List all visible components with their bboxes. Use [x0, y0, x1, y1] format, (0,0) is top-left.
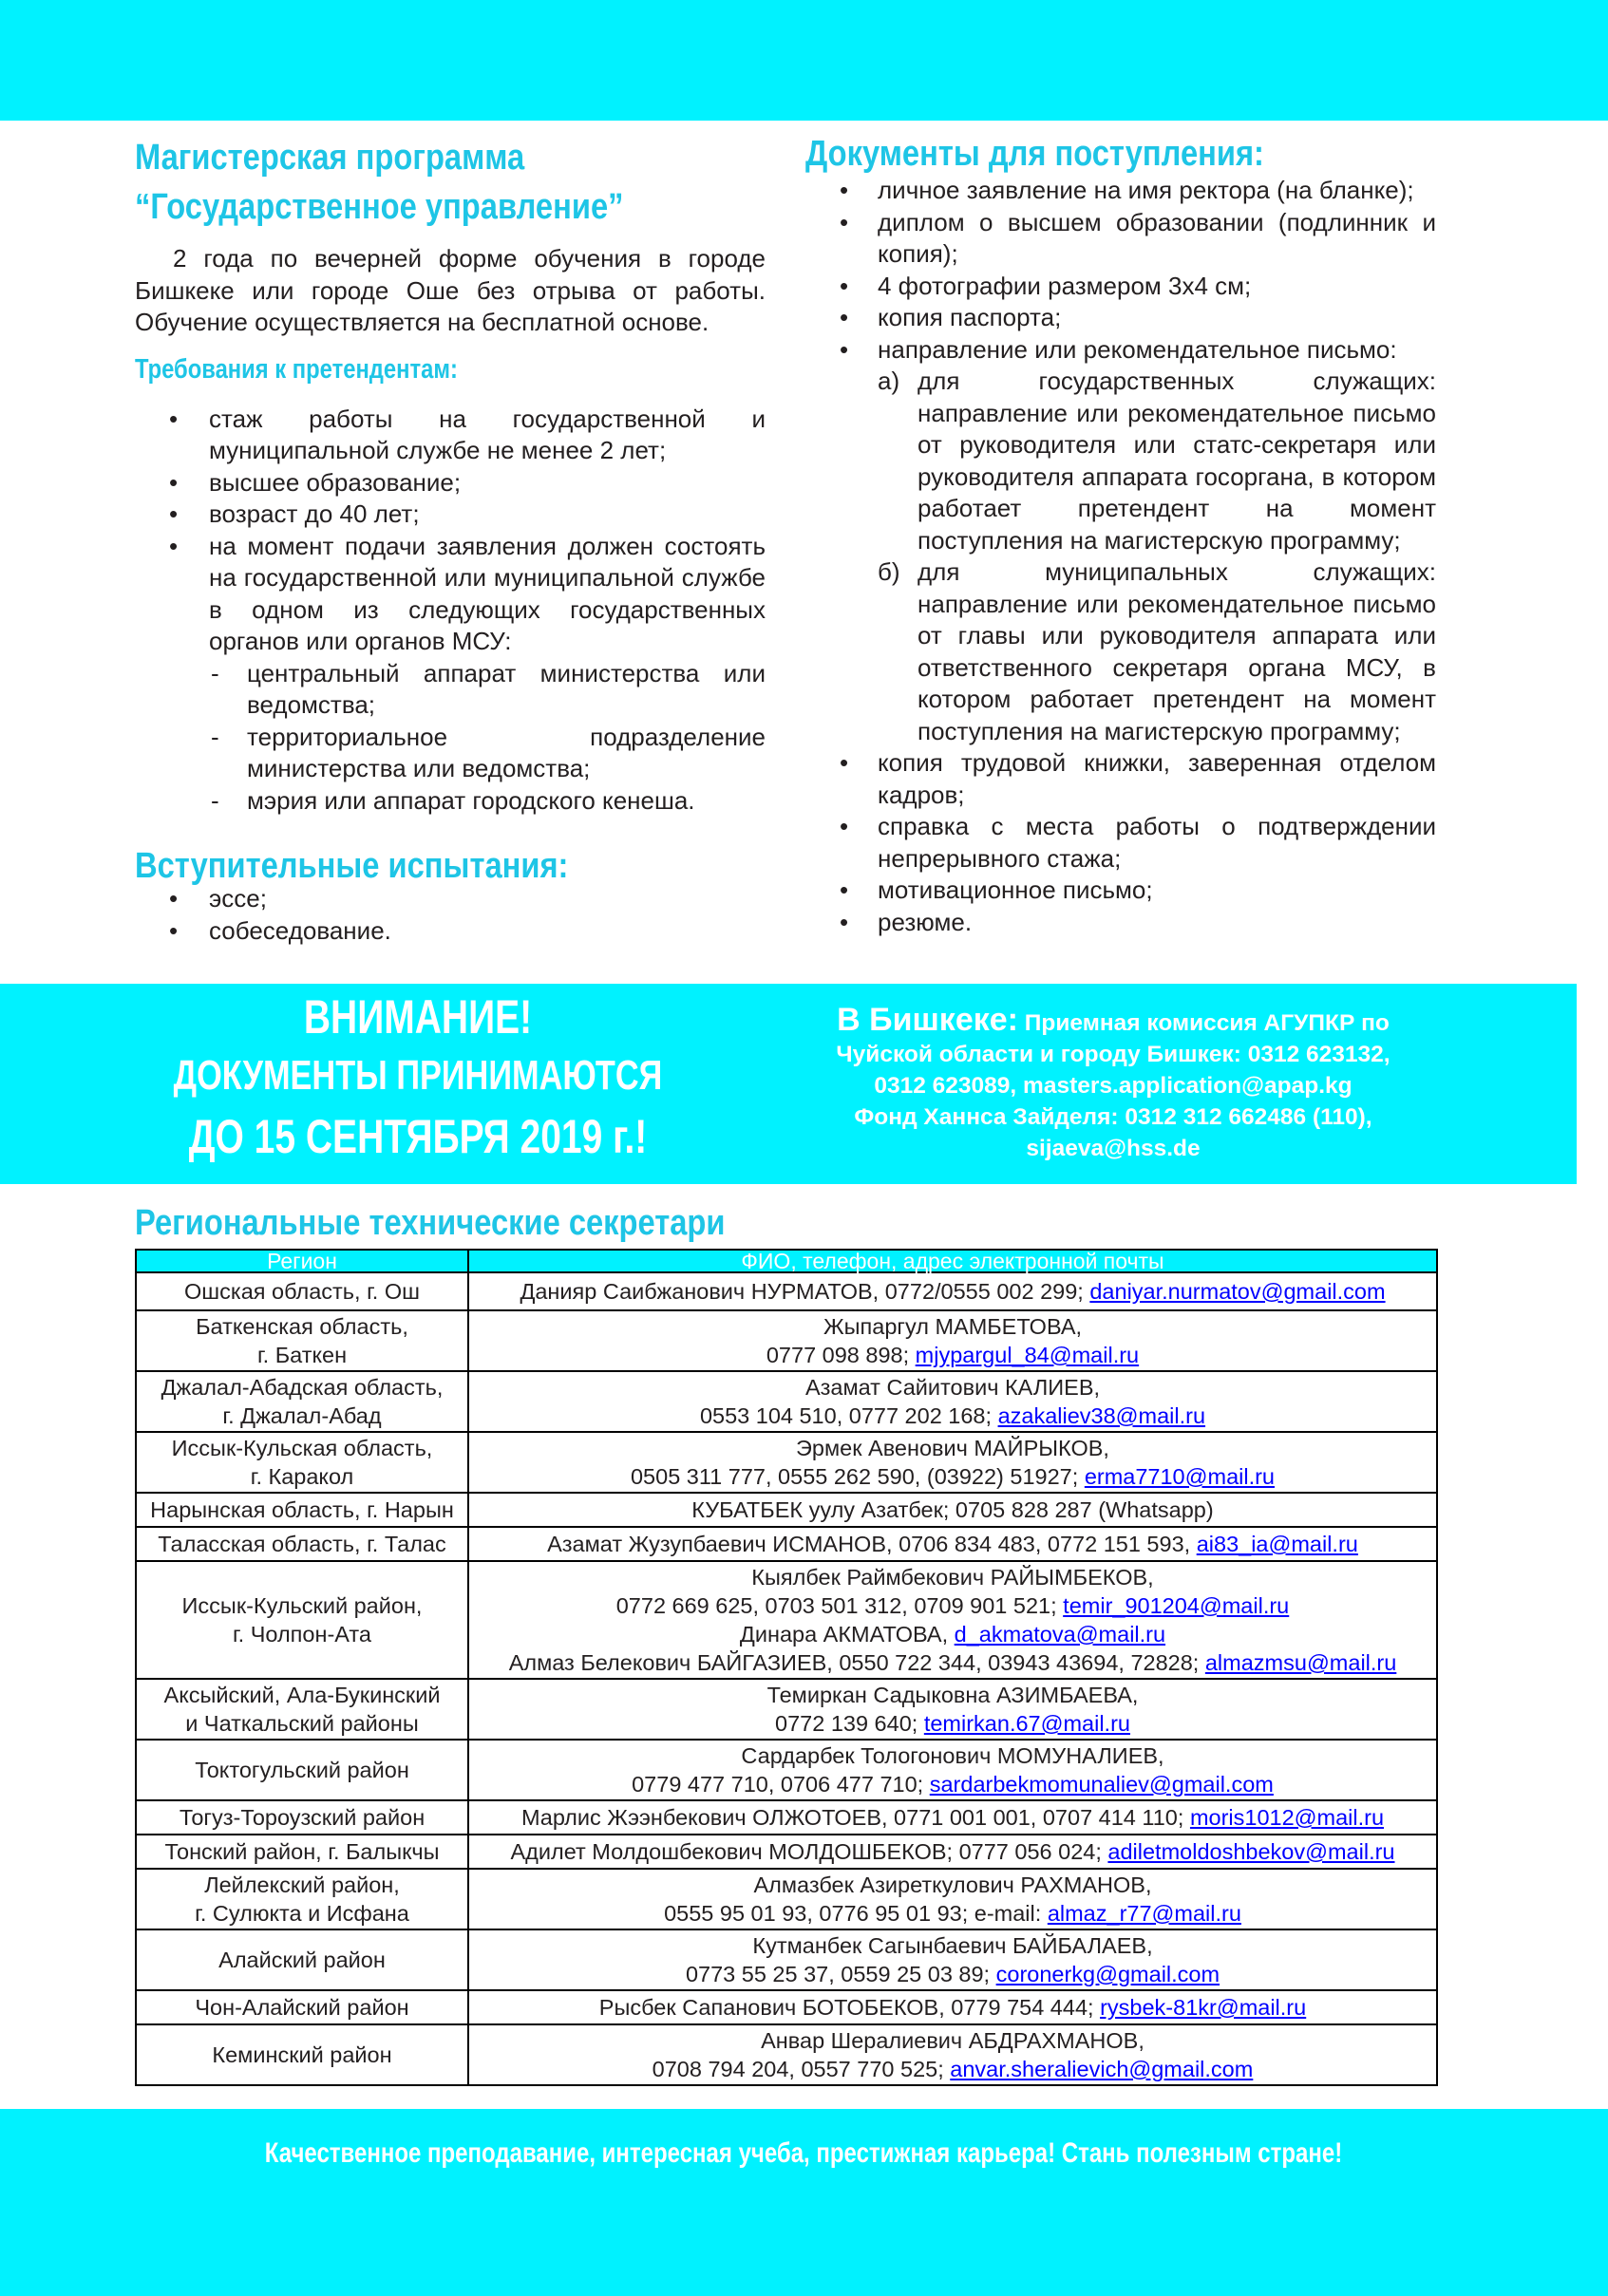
contact-line: [473, 2026, 1432, 2055]
region-line: г. Чолпон-Ата: [232, 1622, 371, 1647]
region-cell: [136, 1527, 468, 1561]
contacts-line1: Приемная комиссия АГУПКР по: [1017, 1010, 1390, 1036]
contact-text: 0772 669 625, 0703 501 312, 0709 901 521;: [615, 1593, 1064, 1618]
subitem-text: для государственных служащих: направление или рекомендательное письмо от руководителя или статс-секретаря или руководителя аппарата госоргана, в котором работает претендент на момент поступления на магистерскую программу;: [918, 367, 1436, 555]
region-cell: [136, 1371, 468, 1432]
table-row: [136, 1740, 1437, 1800]
contact-cell: [468, 1272, 1437, 1310]
contact-text: Алмазбек Азиреткулович РАХМАНОВ,: [753, 1873, 1152, 1897]
contact-line: [473, 1402, 1432, 1430]
region-line: Алайский район: [218, 1948, 386, 1972]
documents-list: [805, 175, 1436, 366]
program-title-line1: Магистерская программа: [135, 138, 525, 178]
subitem-text: для муниципальных служащих: направление или рекомендательное письмо от главы или руководителя аппарата или ответственного секретаря органа МСУ, в котором работает претендент на момент поступления на магистерскую программу;: [918, 557, 1436, 745]
contact-text: Кыялбек Раймбекович РАЙЫМБЕКОВ,: [751, 1565, 1154, 1590]
contact-cell: [468, 2024, 1437, 2085]
contact-text: Темиркан Садыковна АЗИМБАЕВА,: [766, 1683, 1139, 1707]
contact-cell: [468, 1869, 1437, 1929]
contact-line: [473, 1770, 1432, 1798]
region-cell: [136, 1740, 468, 1800]
top-color-band: [0, 0, 1608, 121]
region-line: г. Сулюкта и Исфана: [195, 1901, 409, 1926]
requirements-list: [135, 404, 766, 658]
attention-line3: ДО 15 СЕНТЯБРЯ 2019 г.!: [188, 1110, 648, 1163]
region-cell: [136, 1561, 468, 1679]
region-cell: [136, 1800, 468, 1835]
requirement-item: • стаж работы на государственной и муниципальной службе не менее 2 лет;: [135, 404, 766, 467]
region-cell: [136, 1679, 468, 1740]
contact-line: [473, 1837, 1432, 1866]
region-cell: [136, 1272, 468, 1310]
contact-text: Динара АКМАТОВА,: [739, 1622, 955, 1647]
contact-cell: [468, 1493, 1437, 1527]
contact-line: [473, 1373, 1432, 1402]
region-line: Лейлекский район,: [204, 1873, 400, 1897]
contact-cell: [468, 1310, 1437, 1371]
contact-line: [473, 1803, 1432, 1832]
contact-line: [473, 1462, 1432, 1491]
document-item: • мотивационное письмо;: [805, 875, 1436, 907]
region-line: Ошская область, г. Ош: [184, 1279, 420, 1304]
contacts-city: В Бишкеке:: [837, 1002, 1018, 1038]
contact-text: Кутманбек Сагынбаевич БАЙБАЛАЕВ,: [752, 1933, 1153, 1958]
region-cell: [136, 1835, 468, 1869]
contact-text: 0505 311 777, 0555 262 590, (03922) 51927;: [630, 1464, 1085, 1489]
subitem-mark: а): [878, 367, 900, 395]
subitem-mark: б): [878, 557, 900, 586]
email-link[interactable]: erma7710@mail.ru: [1084, 1464, 1275, 1489]
contact-text: Алмаз Белекович БАЙГАЗИЕВ, 0550 722 344, 03943 43694, 72828;: [508, 1650, 1205, 1675]
program-intro: 2 года по вечерней форме обучения в городе Бишкеке или городе Оше без отрыва от работы. Обучение осуществляется на бесплатной основе.: [135, 244, 766, 336]
exams-list: [135, 883, 766, 947]
contact-text: 0777 098 898;: [766, 1343, 916, 1367]
contact-line: [473, 1709, 1432, 1738]
contact-line: [473, 1591, 1432, 1620]
region-line: Кеминский район: [212, 2042, 392, 2067]
region-cell: [136, 1990, 468, 2024]
region-cell: [136, 1869, 468, 1929]
table-row: [136, 1432, 1437, 1493]
email-link[interactable]: d_akmatova@mail.ru: [954, 1622, 1166, 1647]
contact-line: [473, 1648, 1432, 1677]
document-item: • копия паспорта;: [805, 302, 1436, 334]
email-link[interactable]: ai83_ia@mail.ru: [1196, 1532, 1358, 1556]
region-line: Баткенская область,: [196, 1314, 408, 1339]
contact-line: [473, 1681, 1432, 1709]
region-line: г. Баткен: [256, 1343, 348, 1367]
document-item: • резюме.: [805, 907, 1436, 939]
contact-text: 0773 55 25 37, 0559 25 03 89;: [685, 1962, 996, 1986]
contact-cell: [468, 1527, 1437, 1561]
document-item: • справка с места работы о подтверждении непрерывного стажа;: [805, 811, 1436, 875]
contact-line: [473, 1620, 1432, 1648]
document-item: • 4 фотографии размером 3х4 см;: [805, 271, 1436, 303]
contact-text: Азамат Сайитович КАЛИЕВ,: [804, 1375, 1101, 1400]
contact-line: [473, 1931, 1432, 1960]
contact-line: [473, 1434, 1432, 1462]
region-cell: [136, 2024, 468, 2085]
email-link[interactable]: moris1012@mail.ru: [1189, 1805, 1385, 1830]
email-link[interactable]: mjypargul_84@mail.ru: [915, 1343, 1140, 1367]
organ-item: - мэрия или аппарат городского кенеша.: [135, 785, 766, 818]
region-line: Тогуз-Тороузский район: [179, 1805, 426, 1830]
contact-text: Данияр Саибжанович НУРМАТОВ, 0772/0555 002 299;: [520, 1279, 1090, 1304]
table-row: [136, 1561, 1437, 1679]
documents-title: Документы для поступления:: [805, 134, 1264, 174]
contact-cell: [468, 1432, 1437, 1493]
program-title-line2: “Государственное управление”: [135, 187, 624, 227]
contact-text: 0708 794 204, 0557 770 525;: [652, 2057, 951, 2081]
column-header-region: Регион: [136, 1250, 468, 1272]
contact-line: [473, 1277, 1432, 1306]
contact-line: [473, 1871, 1432, 1899]
contact-line: [473, 1341, 1432, 1369]
requirement-item: • возраст до 40 лет;: [135, 499, 766, 531]
contacts-line4: Фонд Ханнса Зайделя: 0312 312 662486 (110),: [854, 1104, 1372, 1130]
email-link[interactable]: azakaliev38@mail.ru: [997, 1403, 1206, 1428]
region-line: Иссык-Кульский район,: [181, 1593, 423, 1618]
regional-table: [135, 1249, 1438, 2086]
footer-slogan: [0, 2135, 1608, 2173]
documents-list-continued: [805, 747, 1436, 938]
table-row: [136, 1527, 1437, 1561]
region-line: Аксыйский, Ала-Букинский: [163, 1683, 441, 1707]
email-link[interactable]: adiletmoldoshbekov@mail.ru: [1107, 1839, 1395, 1864]
contact-cell: [468, 1929, 1437, 1990]
region-line: Токтогульский район: [195, 1758, 409, 1782]
contact-text: Марлис Жээнбекович ОЛЖОТОЕВ, 0771 001 001, 0707 414 110;: [520, 1805, 1190, 1830]
attention-block: [95, 988, 741, 1168]
document-subitem: [805, 366, 1436, 556]
email-link[interactable]: anvar.sheralievich@gmail.com: [950, 2057, 1254, 2081]
contact-text: Эрмек Авенович МАЙРЫКОВ,: [796, 1436, 1109, 1460]
document-item: • диплом о высшем образовании (подлинник и копия);: [805, 207, 1436, 271]
table-row: [136, 1371, 1437, 1432]
organ-item: - территориальное подразделение министерства или ведомства;: [135, 722, 766, 785]
contact-text: 0779 477 710, 0706 477 710;: [632, 1772, 930, 1797]
table-row: [136, 1990, 1437, 2024]
region-cell: [136, 1432, 468, 1493]
contact-text: Жыпаргул МАМБЕТОВА,: [823, 1314, 1083, 1339]
requirement-item: • на момент подачи заявления должен состоять на государственной или муниципальной службе в одном из следующих государственных органов или органов МСУ:: [135, 531, 766, 658]
exam-item: • собеседование.: [135, 915, 766, 948]
contact-text: Адилет Молдошбекович МОЛДОШБЕКОВ; 0777 056 024;: [510, 1839, 1108, 1864]
region-line: Нарынская область, г. Нарын: [150, 1497, 454, 1522]
email-link[interactable]: almaz_r77@mail.ru: [1047, 1901, 1241, 1926]
organ-item: - центральный аппарат министерства или ведомства;: [135, 658, 766, 722]
region-line: Тонский район, г. Балыкчы: [164, 1839, 440, 1864]
exams-title: Вступительные испытания:: [135, 846, 569, 886]
region-line: г. Джалал-Абад: [222, 1403, 382, 1428]
contact-text: Сардарбек Тологонович МОМУНАЛИЕВ,: [741, 1743, 1164, 1768]
contact-text: 0553 104 510, 0777 202 168;: [699, 1403, 998, 1428]
contact-line: [473, 1496, 1432, 1524]
region-cell: [136, 1493, 468, 1527]
contact-text: 0555 95 01 93, 0776 95 01 93; e-mail:: [664, 1901, 1048, 1926]
contact-cell: [468, 1740, 1437, 1800]
contact-line: [473, 1960, 1432, 1988]
region-line: Таласская область, г. Талас: [158, 1532, 446, 1556]
contact-line: [473, 1530, 1432, 1558]
table-row: [136, 1272, 1437, 1310]
slogan-text: Качественное преподавание, интересная учеба, престижная карьера! Стань полезным стране!: [265, 2137, 1343, 2169]
table-body: [136, 1272, 1437, 2085]
document-item: • направление или рекомендательное письмо:: [805, 334, 1436, 367]
contact-line: [473, 1899, 1432, 1928]
region-line: Джалал-Абадская область,: [161, 1375, 444, 1400]
contact-text: 0772 139 640;: [775, 1711, 924, 1736]
contact-line: [473, 2055, 1432, 2083]
table-row: [136, 1869, 1437, 1929]
right-column: [805, 133, 1436, 938]
contact-line: [473, 1563, 1432, 1591]
contacts-line2: Чуйской области и городу Бишкек: 0312 623132,: [836, 1042, 1390, 1067]
email-link[interactable]: sardarbekmomunaliev@gmail.com: [929, 1772, 1274, 1797]
table-row: [136, 1310, 1437, 1371]
region-line: г. Каракол: [250, 1464, 354, 1489]
attention-line2: ДОКУМЕНТЫ ПРИНИМАЮТСЯ: [173, 1052, 663, 1099]
table-header-row: [136, 1250, 1437, 1272]
attention-line1: ВНИМАНИЕ!: [303, 990, 533, 1044]
exam-item: • эссе;: [135, 883, 766, 915]
contact-text: КУБАТБЕК уулу Азатбек; 0705 828 287 (Whatsapp): [691, 1497, 1214, 1522]
region-cell: [136, 1929, 468, 1990]
regional-title: Региональные технические секретари: [135, 1203, 726, 1243]
table-row: [136, 1929, 1437, 1990]
contact-cell: [468, 1990, 1437, 2024]
contact-cell: [468, 1371, 1437, 1432]
bishkek-contacts: [781, 1002, 1446, 1164]
email-link[interactable]: coronerkg@gmail.com: [995, 1962, 1220, 1986]
left-column: [135, 133, 766, 947]
contact-cell: [468, 1679, 1437, 1740]
contacts-line3: 0312 623089, masters.application@apap.kg: [874, 1073, 1353, 1099]
contact-cell: [468, 1800, 1437, 1835]
region-line: Иссык-Кульская область,: [171, 1436, 433, 1460]
contact-text: Азамат Жузупбаевич ИСМАНОВ, 0706 834 483, 0772 151 593,: [547, 1532, 1197, 1556]
contact-line: [473, 1741, 1432, 1770]
document-item: • личное заявление на имя ректора (на бланке);: [805, 175, 1436, 207]
region-line: Чон-Алайский район: [195, 1995, 409, 2020]
table-row: [136, 1679, 1437, 1740]
requirement-item: • высшее образование;: [135, 467, 766, 499]
email-link[interactable]: almazmsu@mail.ru: [1204, 1650, 1397, 1675]
table-row: [136, 2024, 1437, 2085]
column-header-contact: ФИО, телефон, адрес электронной почты: [468, 1250, 1437, 1272]
region-line: и Чаткальский районы: [185, 1711, 419, 1736]
document-item: • копия трудовой книжки, заверенная отделом кадров;: [805, 747, 1436, 811]
contact-cell: [468, 1835, 1437, 1869]
table-row: [136, 1800, 1437, 1835]
contact-text: Анвар Шералиевич АБДРАХМАНОВ,: [761, 2028, 1145, 2053]
table-row: [136, 1835, 1437, 1869]
email-link[interactable]: temirkan.67@mail.ru: [923, 1711, 1130, 1736]
organs-list: [135, 658, 766, 818]
contact-line: [473, 1312, 1432, 1341]
contact-cell: [468, 1561, 1437, 1679]
requirements-title: Требования к претендентам:: [135, 353, 458, 385]
contact-text: Рысбек Сапанович БОТОБЕКОВ, 0779 754 444;: [598, 1995, 1101, 2020]
document-subitem: [805, 556, 1436, 747]
email-link[interactable]: rysbek-81kr@mail.ru: [1100, 1995, 1307, 2020]
email-link[interactable]: temir_901204@mail.ru: [1063, 1593, 1290, 1618]
region-cell: [136, 1310, 468, 1371]
contacts-line5: sijaeva@hss.de: [1026, 1136, 1201, 1161]
table-row: [136, 1493, 1437, 1527]
contact-line: [473, 1993, 1432, 2022]
email-link[interactable]: daniyar.nurmatov@gmail.com: [1089, 1279, 1386, 1304]
